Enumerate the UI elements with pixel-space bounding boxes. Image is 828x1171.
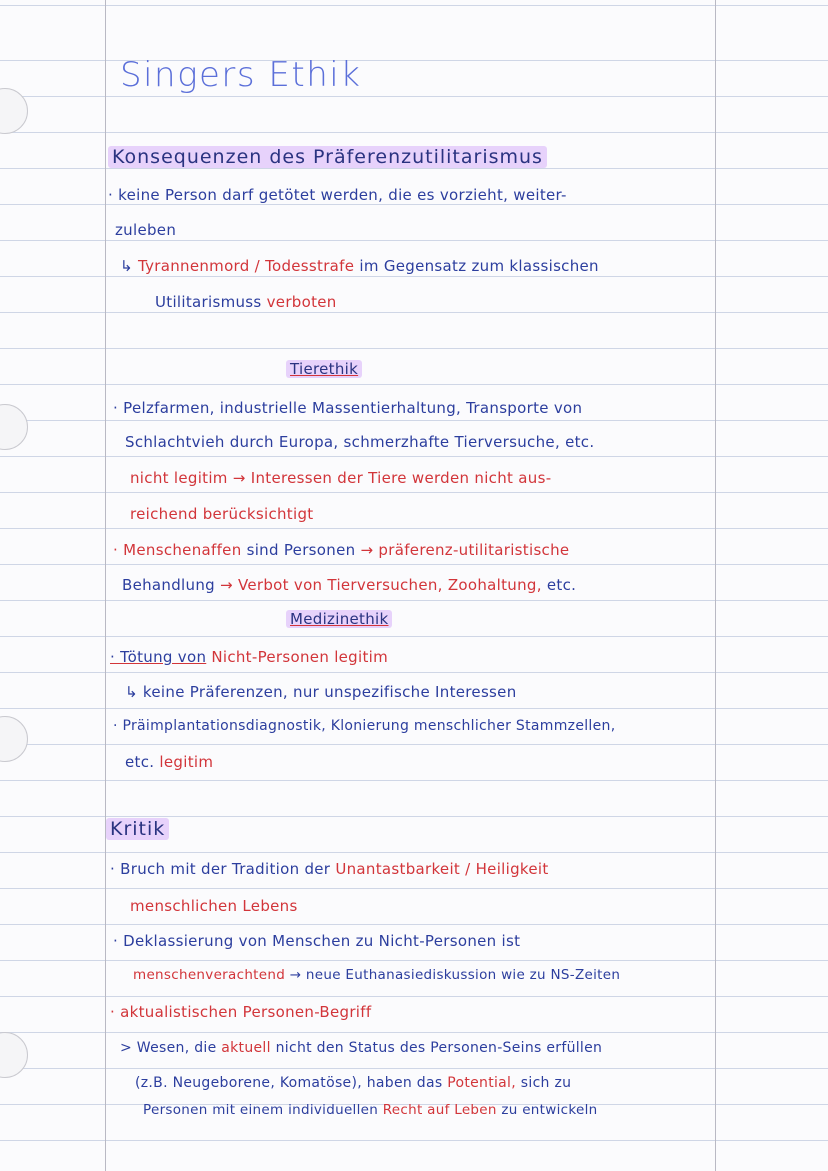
bullet-text (113, 541, 569, 559)
sub-point-red: verboten (266, 293, 337, 311)
text-red: Unantastbarkeit / Heiligkeit (335, 860, 549, 878)
punch-hole (0, 716, 28, 762)
section-heading-medizinethik (286, 610, 392, 628)
text-blue: sind Personen (246, 541, 356, 559)
section-heading-tierethik (286, 360, 362, 378)
punch-hole (0, 88, 28, 134)
right-margin-line (715, 0, 716, 1171)
bullet-text (125, 753, 213, 771)
text-red: Recht auf Leben (382, 1102, 497, 1118)
bullet-text (110, 648, 388, 666)
bullet-text: · Präimplantationsdiagnostik, Klonierung menschlicher Stammzellen, (113, 718, 616, 734)
section-heading-consequences (108, 146, 547, 168)
sub-point (120, 257, 599, 275)
text-red: menschenverachtend (133, 967, 286, 983)
bullet-text (143, 1102, 598, 1118)
sub-point-red: Tyrannenmord / Todesstrafe (137, 257, 355, 275)
text-blue: sich zu (520, 1075, 572, 1091)
text-red: → präferenz-utilitaristische (360, 541, 570, 559)
section-heading-kritik (106, 818, 169, 840)
punch-hole (0, 1032, 28, 1078)
bullet-heading: · aktualistischen Personen-Begriff (110, 1003, 372, 1021)
sub-point (155, 293, 337, 311)
text-red: aktuell (221, 1040, 271, 1056)
text-red: legitim (159, 753, 214, 771)
bullet-text: nicht legitim → Interessen der Tiere werden nicht aus- (130, 469, 552, 487)
page-title: Singers Ethik (120, 55, 362, 95)
text-blue: etc. (125, 753, 155, 771)
heading-text: Tierethik (286, 360, 362, 378)
text-blue: → neue Euthanasiediskussion wie zu NS-Zeiten (289, 967, 621, 983)
text-blue: nicht den Status des Personen-Seins erfüllen (275, 1040, 603, 1056)
bullet-text (133, 967, 620, 983)
bullet-text: Schlachtvieh durch Europa, schmerzhafte Tierversuche, etc. (125, 433, 595, 451)
text-blue: Personen mit einem individuellen (143, 1102, 379, 1118)
text-blue: · Tötung von (110, 648, 207, 666)
text-blue: > Wesen, die (120, 1040, 217, 1056)
bullet-text: · keine Person darf getötet werden, die es vorzieht, weiter- (108, 186, 567, 204)
bullet-text: reichend berücksichtigt (130, 505, 314, 523)
sub-point: ↳ keine Präferenzen, nur unspezifische Interessen (125, 683, 517, 701)
arrow-icon: ↳ (120, 257, 133, 275)
heading-text: Kritik (106, 818, 169, 840)
bullet-text (135, 1075, 571, 1091)
heading-text: Medizinethik (286, 610, 392, 628)
sub-point-blue: Utilitarismuss (155, 293, 262, 311)
text-red: → Verbot von Tierversuchen, Zoohaltung, (220, 576, 542, 594)
text-blue: etc. (546, 576, 577, 594)
sub-point-blue: im Gegensatz zum klassischen (359, 257, 599, 275)
text-blue: Behandlung (122, 576, 215, 594)
bullet-text: · Pelzfarmen, industrielle Massentierhaltung, Transporte von (113, 399, 583, 417)
bullet-text: menschlichen Lebens (130, 897, 298, 915)
punch-hole (0, 404, 28, 450)
text-blue: (z.B. Neugeborene, Komatöse), haben das (135, 1075, 443, 1091)
left-margin-line (105, 0, 106, 1171)
bullet-text (110, 860, 549, 878)
text-blue: · Bruch mit der Tradition der (110, 860, 331, 878)
bullet-text (120, 1040, 602, 1056)
text-red: Nicht-Personen legitim (211, 648, 389, 666)
text-red: Potential, (447, 1075, 517, 1091)
bullet-text: · Deklassierung von Menschen zu Nicht-Personen ist (113, 932, 521, 950)
heading-text: Konsequenzen des Präferenzutilitarismus (108, 146, 547, 168)
bullet-text (122, 576, 576, 594)
bullet-text: zuleben (115, 221, 177, 239)
text-blue: zu entwickeln (501, 1102, 598, 1118)
text-red: · Menschenaffen (113, 541, 242, 559)
